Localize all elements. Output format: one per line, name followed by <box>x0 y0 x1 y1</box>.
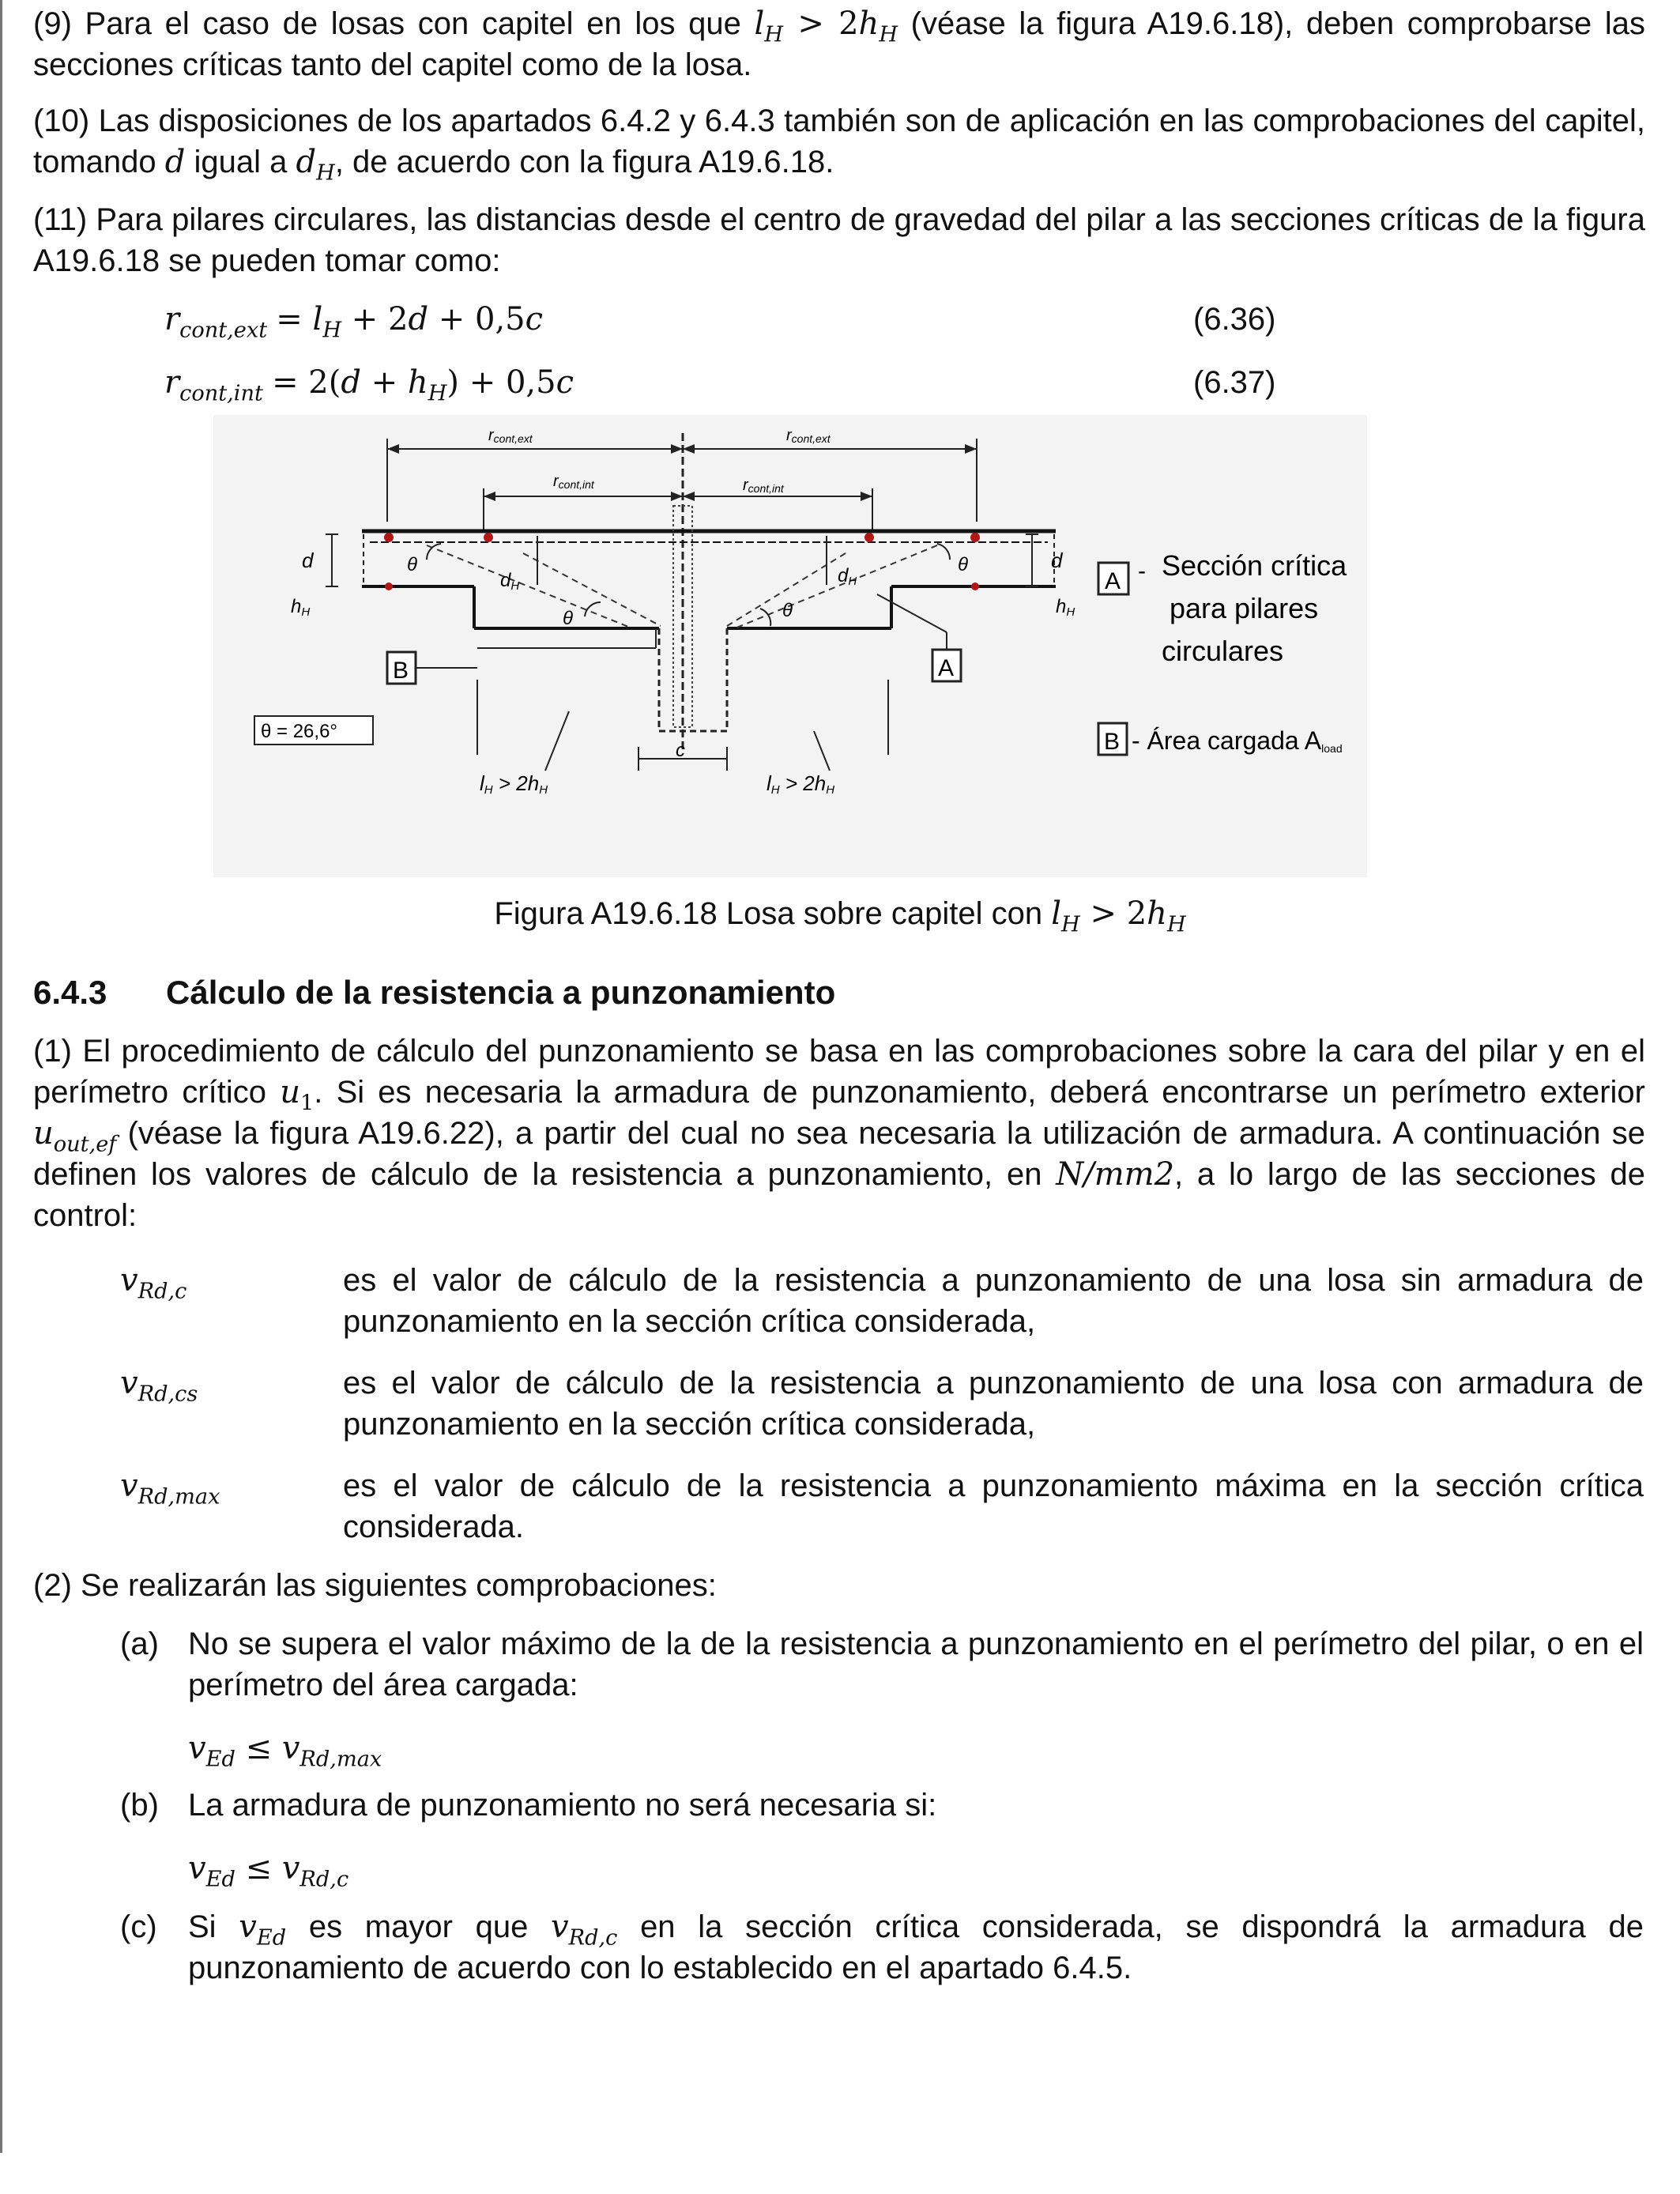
legend-A-text-line-2: para pilares <box>1170 592 1319 624</box>
paragraph-10-text-end: , de acuerdo con la figura A19.6.18. <box>334 145 834 179</box>
section-paragraph-1-text-b: . Si es necesaria la armadura de punzonamiento, deberá encontrarse un perímetro exterior <box>314 1075 1646 1110</box>
definition-symbol-vrdmax: $v_{Rd,max}$ <box>120 1468 220 1510</box>
definition-symbol-vrdcs: $v_{Rd,cs}$ <box>120 1365 198 1407</box>
section-paragraph-2: (2) Se realizarán las siguientes comprobaciones: <box>33 1568 717 1603</box>
equation-6-37-rhs: = $2(d + h_H) + 0,5c$ <box>272 364 574 406</box>
paragraph-9-condition: $l_H > 2h_H$ <box>754 6 898 47</box>
theta-value-text: θ = 26,6° <box>261 721 338 742</box>
label-theta-3: θ <box>782 600 793 621</box>
label-c: c <box>676 740 685 761</box>
label-rcont-ext-right: rcont,ext <box>786 427 831 445</box>
section-paragraph-1-text-d: , a lo largo de las secciones de control: <box>33 1157 1646 1233</box>
item-a-text: No se supera el valor máximo de la de la resistencia a punzonamiento en el perímetro del pilar, o en el perímetro del área cargada: <box>188 1627 1644 1702</box>
label-lH-condition-right: lH > 2hH <box>767 771 835 797</box>
figure-caption-math: $l_H > 2h_H$ <box>1051 895 1186 937</box>
label-theta-1: θ <box>407 554 418 575</box>
item-a-label: (a) <box>120 1627 159 1661</box>
label-d-left: d <box>302 548 314 572</box>
unit-n-mm2: N/mm2 <box>1056 1156 1175 1193</box>
figure-caption-text: Figura A19.6.18 Losa sobre capitel con <box>494 896 1052 931</box>
item-b-text: La armadura de punzonamiento no será necesaria si: <box>188 1788 937 1823</box>
item-c-label: (c) <box>120 1909 157 1944</box>
figure-caption <box>0 893 1680 937</box>
equation-6-36-number: (6.36) <box>1193 302 1276 337</box>
section-title: Cálculo de la resistencia a punzonamiento <box>166 974 836 1011</box>
item-c-text-c: en la sección crítica considerada, se dispondrá la armadura de punzonamiento de acuerdo con lo establecido en el apartado 6.4.5. <box>188 1909 1644 1985</box>
item-c-text-b: es mayor que <box>286 1909 552 1944</box>
label-d-right: d <box>1051 548 1063 572</box>
section-paragraph-1-text-a: (1) El procedimiento de cálculo del punzonamiento se basa en las comprobaciones sobre la cara del pilar y en el perímetro crítico <box>33 1034 1645 1110</box>
definition-text-vrdcs: es el valor de cálculo de la resistencia a punzonamiento de una losa con armadura de punzonamiento en la sección crítica considerada, <box>343 1366 1644 1442</box>
symbol-u1: $u_1$ <box>280 1074 315 1116</box>
paragraph-9-text-start: (9) Para el caso de losas con capitel en los que <box>33 6 755 41</box>
section-paragraph-1 <box>33 1031 1645 1236</box>
legend-B-label: B <box>1104 729 1121 755</box>
section-number: 6.4.3 <box>33 974 107 1011</box>
definition-text-vrdmax: es el valor de cálculo de la resistencia a punzonamiento máxima en la sección crítica considerada. <box>343 1468 1644 1544</box>
label-theta-2: θ <box>563 608 574 629</box>
equation-6-36-rhs: = $l_H + 2d + 0,5c$ <box>276 301 544 343</box>
paragraph-11-text: (11) Para pilares circulares, las distancias desde el centro de gravedad del pilar a las secciones críticas de la figura A19.6.18 se pueden tomar como: <box>33 202 1645 278</box>
label-theta-4: θ <box>958 554 969 575</box>
critical-point-1 <box>484 533 493 542</box>
figure-a19-6-18 <box>0 0 1680 893</box>
label-rcont-ext-left: rcont,ext <box>488 427 533 445</box>
section-heading <box>33 972 835 1013</box>
item-c-text <box>188 1906 1644 1989</box>
paragraph-10-text-start: (10) Las disposiciones de los apartados 6.4.2 y 6.4.3 también son de aplicación en las comprobaciones del capitel, tomando <box>33 104 1645 179</box>
legend-A-text-line-1: Sección crítica <box>1162 549 1347 582</box>
equation-6-37-lhs: $r_{cont,int}$ <box>164 364 263 406</box>
legend-A-label: A <box>1105 568 1121 594</box>
marker-A-label: A <box>938 655 955 681</box>
symbol-vRdc: $v_{Rd,c}$ <box>551 1909 618 1951</box>
symbol-vEd: $v_{Ed}$ <box>239 1909 287 1951</box>
equation-6-37-number: (6.37) <box>1193 365 1276 400</box>
label-lH-condition-left: lH > 2hH <box>480 771 548 797</box>
label-rcont-int-left: rcont,int <box>553 473 594 491</box>
definition-text-vrdc: es el valor de cálculo de la resistencia a punzonamiento de una losa sin armadura de punzonamiento en la sección crítica considerada, <box>343 1263 1644 1339</box>
label-dH-left: dH <box>500 570 520 593</box>
check-a-formula: $v_{Ed} \le v_{Rd,max}$ <box>188 1730 382 1772</box>
symbol-uout-ef: $u_{out,ef}$ <box>33 1115 117 1157</box>
label-dH-right: dH <box>838 565 857 588</box>
item-b-label: (b) <box>120 1788 159 1823</box>
equation-6-36-lhs: $r_{cont,ext}$ <box>164 301 268 343</box>
paragraph-10-text-mid: igual a <box>185 145 296 179</box>
legend-B-text: - Área cargada Aload <box>1132 726 1343 755</box>
paragraph-9-text-end: (véase la figura A19.6.18), deben comprobarse las secciones críticas tanto del capitel como de la losa. <box>33 6 1646 82</box>
legend-A-dash: - <box>1138 558 1146 584</box>
definition-symbol-vrdc: $v_{Rd,c}$ <box>120 1262 187 1304</box>
label-rcont-int-right: rcont,int <box>743 477 784 495</box>
section-paragraph-1-text-c: (véase la figura A19.6.22), a partir del cual no sea necesaria la utilización de armadura. A continuación se definen los valores de cálculo de la resistencia a punzonamiento, en <box>33 1116 1645 1192</box>
symbol-d: d <box>164 144 186 180</box>
label-hH-right: hH <box>1056 596 1075 619</box>
symbol-dH: $d_H$ <box>296 144 335 186</box>
label-hH-left: hH <box>291 596 311 619</box>
legend-A-text-line-3: circulares <box>1162 635 1284 667</box>
check-b-formula: $v_{Ed} \le v_{Rd,c}$ <box>188 1850 349 1892</box>
item-c-text-a: Si <box>188 1909 239 1944</box>
marker-B-label: B <box>393 658 409 684</box>
